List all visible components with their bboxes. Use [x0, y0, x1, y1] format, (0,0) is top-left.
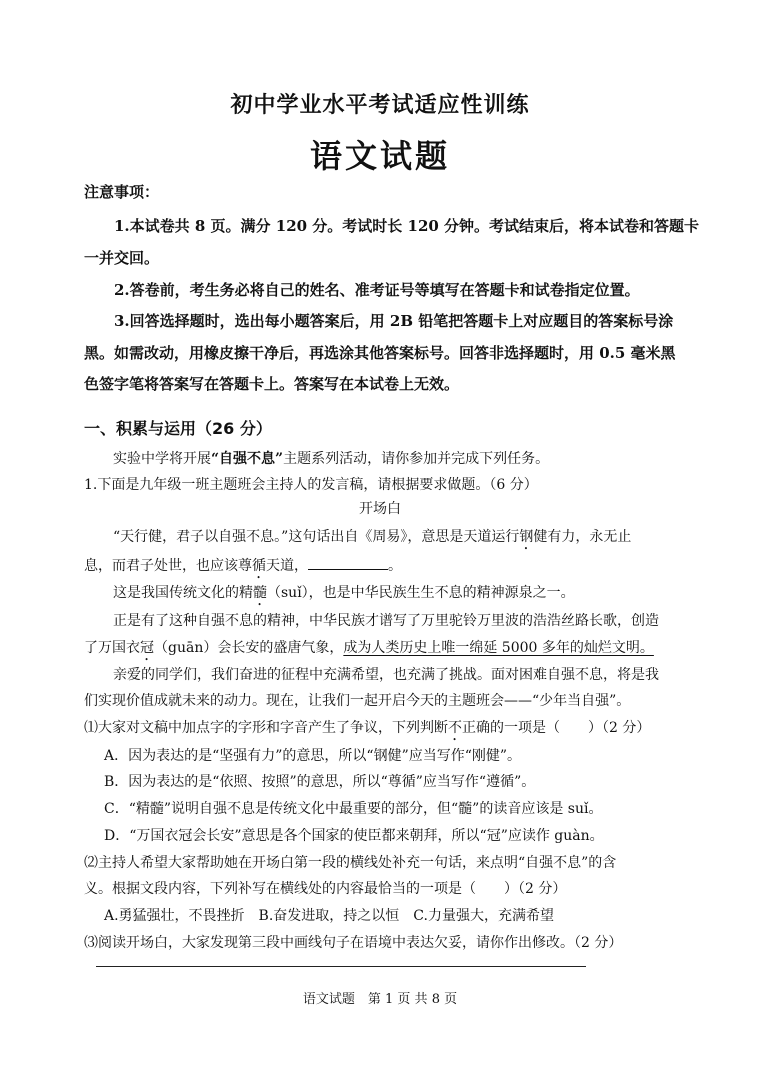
intro-part-a: 实验中学将开展: [113, 451, 211, 467]
notice-heading: 注意事项：: [84, 183, 160, 201]
intro-theme: “自强不息”: [211, 451, 284, 467]
option-a: A．因为表达的是“坚强有力”的意思，所以“钢健”应当写作“刚健”。: [104, 748, 522, 764]
page-footer: 语文试题 第 1 页 共 8 页: [302, 992, 458, 1007]
passage-line-5: [84, 637, 654, 664]
notice-line-3: 2.答卷前，考生务必将自己的姓名、准考证号等填写在答题卡和试卷指定位置。: [114, 281, 640, 299]
passage-text: （guān）会长安的盛唐气象，: [154, 640, 344, 656]
notice-line-2: 一并交回。: [84, 249, 160, 267]
notice-line-4: 3.回答选择题时，选出每小题答案后，用 2B 铅笔把答题卡上对应题目的答案标号涂: [114, 312, 674, 330]
passage-text: “天行健，君子以自强不息。”这句话出自《周易》，意思是天道运行: [113, 529, 520, 545]
question-1-2-options: A.勇猛强壮，不畏挫折 B.奋发进取，持之以恒 C.力量强大，充满希望: [104, 908, 554, 924]
section-intro: [113, 448, 549, 468]
passage-text: 息，而君子处世，也应该尊: [84, 558, 252, 574]
answer-blank: [308, 557, 388, 570]
passage-line-3: [113, 582, 575, 609]
passage-text: 。: [388, 558, 402, 574]
passage-text: 这是我国传统文化的精: [113, 585, 253, 601]
footer-divider: [96, 966, 586, 967]
dotted-char: 冠: [140, 640, 154, 656]
notice-line-6: 色签字笔将答案写在答题卡上。答案写在本试卷上无效。: [84, 375, 460, 393]
question-1-2-line-2: 义。根据文段内容，下列补写在横线处的内容最恰当的一项是（ ）（2 分）: [84, 881, 567, 897]
passage-line-2: [84, 555, 402, 582]
option-d: D．“万国衣冠会长安”意思是各个国家的使臣都来朝拜，所以“冠”应读作 guàn。: [104, 828, 604, 844]
exam-title: 初中学业水平考试适应性训练: [230, 93, 530, 118]
question-1-stem: 1.下面是九年级一班主题班会主持人的发言稿，请根据要求做题。（6 分）: [84, 477, 538, 493]
question-text: 正确的一项是（ ）（2 分）: [462, 720, 651, 736]
passage-line-6: 亲爱的同学们，我们奋进的征程中充满希望，也充满了挑战。面对困难自强不息，将是我: [113, 667, 659, 683]
passage-text: 天道，: [266, 558, 308, 574]
passage-line-1: [113, 526, 631, 553]
dotted-char: 钢: [519, 529, 534, 545]
question-1-2-line-1: ⑵主持人希望大家帮助她在开场白第一段的横线处补充一句话，来点明“自强不息”的含: [84, 855, 617, 871]
dotted-char: 不: [448, 720, 462, 736]
passage-title: 开场白: [359, 501, 401, 517]
question-1-1: [84, 717, 650, 744]
notice-line-1: 1.本试卷共 8 页。满分 120 分。考试时长 120 分钟。考试结束后，将本试卷和答题卡: [114, 217, 700, 235]
question-text: ⑴大家对文稿中加点字的字形和字音产生了争议，下列判断: [84, 720, 448, 736]
passage-text: （suǐ），也是中华民族生生不息的精神源泉之一。: [267, 585, 575, 601]
passage-text: 健有力，永无止: [533, 529, 632, 545]
dotted-char: 髓: [253, 585, 267, 601]
question-1-3: ⑶阅读开场白，大家发现第三段中画线句子在语境中表达欠妥，请你作出修改。（2 分）: [84, 935, 623, 951]
passage-line-4: 正是有了这种自强不息的精神，中华民族才谱写了万里驼铃万里波的浩浩丝路长歌，创造: [113, 613, 659, 629]
dotted-char: 循: [252, 558, 266, 574]
exam-subtitle: 语文试题: [309, 137, 450, 175]
option-b: B．因为表达的是“依照、按照”的意思，所以“尊循”应当写作“遵循”。: [104, 774, 536, 790]
section-heading: 一、积累与运用（26 分）: [84, 419, 272, 438]
option-c: C．“精髓”说明自强不息是传统文化中最重要的部分，但“髓”的读音应该是 suǐ。: [104, 801, 603, 817]
notice-line-5: 黑。如需改动，用橡皮擦干净后，再选涂其他答案标号。回答非选择题时，用 0.5 毫米黑: [84, 344, 676, 362]
passage-text: 了万国衣: [84, 640, 140, 656]
passage-line-7: 们实现价值成就未来的动力。现在，让我们一起开启今天的主题班会——“少年当自强”。: [84, 693, 631, 709]
underlined-sentence: 成为人类历史上唯一绵延 5000 多年的灿烂文明。: [343, 640, 654, 656]
intro-part-c: 主题系列活动，请你参加并完成下列任务。: [283, 451, 550, 467]
